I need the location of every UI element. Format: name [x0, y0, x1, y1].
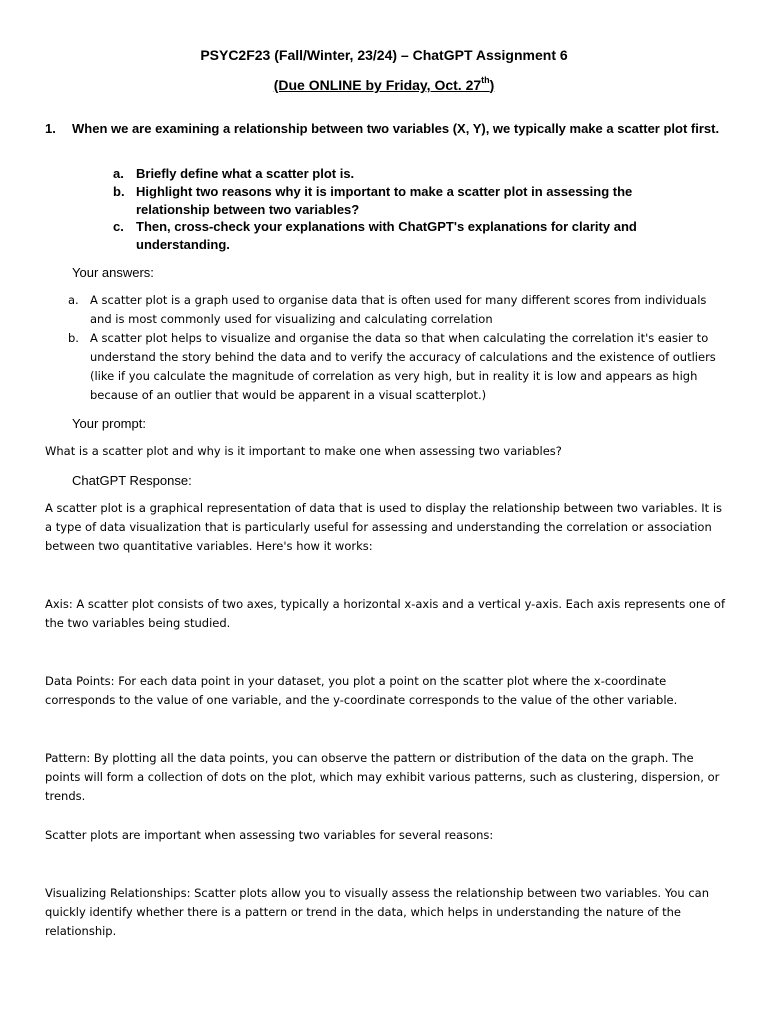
answer-a: [68, 291, 728, 329]
answer-label: a.: [68, 293, 79, 307]
sub-question-label: c.: [113, 219, 124, 234]
due-text: (Due ONLINE by Friday, Oct. 27: [273, 77, 482, 93]
answer-b: [68, 329, 728, 405]
answer-label: b.: [68, 331, 79, 345]
sub-question-label: a.: [113, 166, 124, 181]
prompt-text: What is a scatter plot and why is it important to make one when assessing two variables?: [45, 444, 562, 458]
answers-heading: Your answers:: [72, 265, 154, 280]
response-paragraph: Scatter plots are important when assessing two variables for several reasons:: [45, 828, 494, 842]
answer-text: A scatter plot is a graph used to organise data that is often used for many different scores from individuals and is most commonly used for visualizing and calculating correlation: [90, 293, 707, 326]
sub-question-text: Then, cross-check your explanations with ChatGPT's explanations for clarity and understanding.: [136, 219, 637, 252]
sub-question-c: [113, 218, 683, 253]
response-paragraph: A scatter plot is a graphical representation of data that is used to display the relationship between two variables. It is a type of data visualization that is particularly useful for assessing and understanding the correlation or association between two quantitative variables. Here's how it works:: [45, 501, 723, 553]
question-number: 1.: [45, 121, 56, 136]
answer-text: A scatter plot helps to visualize and organise the data so that when calculating the correlation it's easier to understand the story behind the data and to verify the accuracy of calculations and the existence of outliers (like if you calculate the magnitude of correlation as very high, but in reality it is low and appears as high because of an outlier that would be apparent in a visual scatterplot.): [90, 331, 716, 402]
prompt-heading: Your prompt:: [72, 416, 146, 431]
due-date: [0, 75, 768, 95]
sub-question-text: Briefly define what a scatter plot is.: [136, 166, 355, 181]
question-text: When we are examining a relationship between two variables (X, Y), we typically make a scatter plot first.: [72, 121, 720, 136]
due-superscript: th: [481, 75, 490, 86]
sub-question-text: Highlight two reasons why it is important to make a scatter plot in assessing the relationship between two variables?: [136, 184, 633, 217]
due-close: ): [489, 77, 495, 93]
page-title: PSYC2F23 (Fall/Winter, 23/24) – ChatGPT Assignment 6: [200, 47, 568, 63]
response-paragraph: Pattern: By plotting all the data points, you can observe the pattern or distribution of the data on the graph. The points will form a collection of dots on the plot, which may exhibit various patterns, such as clustering, dispersion, or trends.: [45, 751, 720, 803]
question-1: [45, 120, 725, 138]
sub-question-b: [113, 183, 683, 218]
response-paragraph: Visualizing Relationships: Scatter plots allow you to visually assess the relationship between two variables. You can quickly identify whether there is a pattern or trend in the data, which helps in understanding the nature of the relationship.: [45, 886, 709, 938]
response-heading: ChatGPT Response:: [72, 473, 192, 488]
response-paragraph: Axis: A scatter plot consists of two axes, typically a horizontal x-axis and a vertical y-axis. Each axis represents one of the two variables being studied.: [45, 597, 726, 630]
response-paragraph: Data Points: For each data point in your dataset, you plot a point on the scatter plot where the x-coordinate corresponds to the value of one variable, and the y-coordinate corresponds to the value of the other variable.: [45, 674, 678, 707]
sub-question-a: [113, 165, 683, 183]
sub-question-label: b.: [113, 184, 125, 199]
